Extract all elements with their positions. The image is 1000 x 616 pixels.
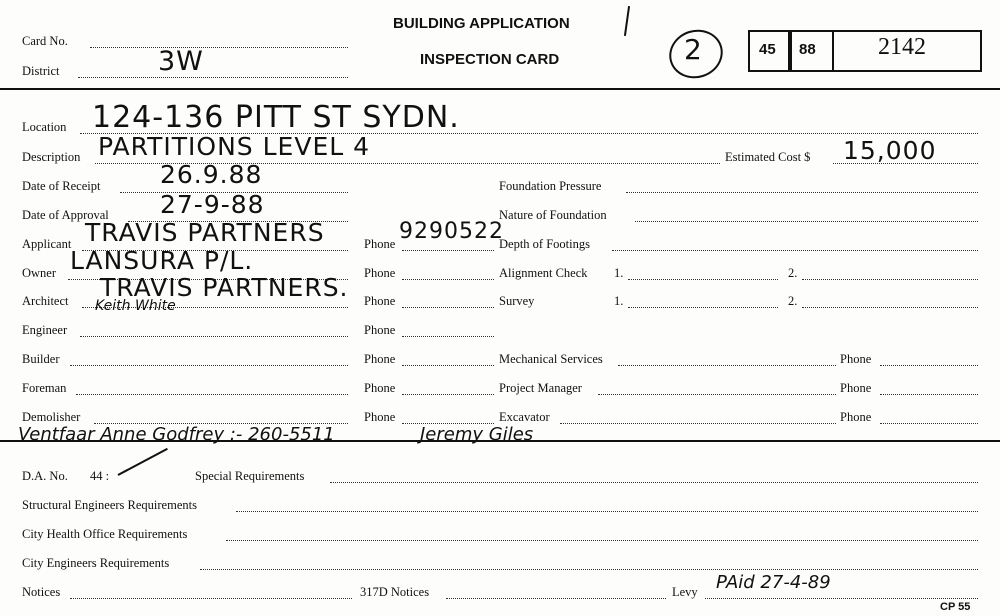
da-no-value: 44 : [90, 469, 110, 483]
depth-footings-label: Depth of Footings [499, 237, 590, 251]
card-no-line[interactable] [90, 47, 348, 48]
engineer-phone-label: Phone [364, 323, 396, 337]
owner-value: LANSURA P/L. [70, 246, 254, 275]
project-manager-label: Project Manager [499, 381, 582, 395]
applicant-value: TRAVIS PARTNERS [85, 218, 325, 247]
handwritten-stroke [624, 6, 630, 36]
mechanical-line[interactable] [618, 365, 836, 366]
mechanical-phone-label: Phone [840, 352, 872, 366]
alignment-num-2: 2. [788, 266, 798, 280]
demolisher-label: Demolisher [22, 410, 81, 424]
mechanical-phone-line[interactable] [880, 365, 978, 366]
foreman-label: Foreman [22, 381, 67, 395]
excavator-phone-label: Phone [840, 410, 872, 424]
survey-num-2: 2. [788, 294, 798, 308]
structural-line[interactable] [236, 511, 978, 512]
engineer-line[interactable] [80, 336, 348, 337]
applicant-phone-value: 9290522 [399, 219, 504, 244]
architect-value: TRAVIS PARTNERS. [100, 273, 349, 302]
architect-contact: Keith White [95, 298, 176, 314]
alignment-check-label: Alignment Check [499, 266, 588, 280]
special-requirements-line[interactable] [330, 482, 978, 483]
builder-line[interactable] [70, 365, 348, 366]
applicant-label: Applicant [22, 237, 72, 251]
handwritten-name: Jeremy Giles [420, 424, 534, 445]
architect-label: Architect [22, 294, 69, 308]
structural-label: Structural Engineers Requirements [22, 498, 197, 512]
foreman-line[interactable] [76, 394, 348, 395]
title-line-2: INSPECTION CARD [420, 51, 560, 68]
demolisher-phone-label: Phone [364, 410, 396, 424]
owner-label: Owner [22, 266, 57, 280]
levy-value: PAid 27-4-89 [716, 572, 831, 593]
owner-phone-line[interactable] [402, 279, 494, 280]
builder-phone-line[interactable] [402, 365, 494, 366]
description-value: PARTITIONS LEVEL 4 [98, 132, 371, 161]
circled-number: 2 [684, 33, 703, 66]
notices-line[interactable] [70, 598, 352, 599]
special-requirements-label: Special Requirements [195, 469, 305, 483]
engineer-label: Engineer [22, 323, 68, 337]
notices-317d-label: 317D Notices [360, 585, 430, 599]
alignment-num-1: 1. [614, 266, 624, 280]
date-approval-value: 27-9-88 [160, 190, 265, 219]
location-label: Location [22, 120, 67, 134]
notices-317d-line[interactable] [446, 598, 666, 599]
project-manager-phone-label: Phone [840, 381, 872, 395]
survey-num-1: 1. [614, 294, 624, 308]
nature-foundation-label: Nature of Foundation [499, 208, 607, 222]
estimated-cost-label: Estimated Cost $ [725, 150, 811, 164]
nature-foundation-line[interactable] [635, 221, 978, 222]
form-code: CP 55 [940, 601, 971, 613]
city-health-line[interactable] [226, 540, 978, 541]
levy-line[interactable] [705, 598, 978, 599]
card-no-label: Card No. [22, 34, 68, 48]
district-value: 3W [158, 46, 204, 77]
city-health-label: City Health Office Requirements [22, 527, 188, 541]
title-line-1: BUILDING APPLICATION [393, 15, 570, 32]
estimated-cost-value: 15,000 [843, 136, 937, 165]
architect-phone-label: Phone [364, 294, 396, 308]
applicant-phone-label: Phone [364, 237, 396, 251]
project-manager-line[interactable] [598, 394, 836, 395]
owner-phone-label: Phone [364, 266, 396, 280]
ref-box-a-text: 45 [759, 41, 776, 58]
excavator-label: Excavator [499, 410, 550, 424]
architect-phone-line[interactable] [402, 307, 494, 308]
da-no-label: D.A. No. [22, 469, 68, 483]
date-receipt-value: 26.9.88 [160, 160, 263, 189]
excavator-line[interactable] [560, 423, 836, 424]
da-no-slash [118, 448, 168, 476]
survey-line-2[interactable] [802, 307, 978, 308]
city-engineers-line[interactable] [200, 569, 978, 570]
foundation-pressure-line[interactable] [626, 192, 978, 193]
district-label: District [22, 64, 60, 78]
builder-label: Builder [22, 352, 60, 366]
district-line[interactable] [78, 77, 348, 78]
survey-label: Survey [499, 294, 535, 308]
foreman-phone-line[interactable] [402, 394, 494, 395]
alignment-line-2[interactable] [802, 279, 978, 280]
levy-label: Levy [672, 585, 698, 599]
foundation-pressure-label: Foundation Pressure [499, 179, 602, 193]
engineer-phone-line[interactable] [402, 336, 494, 337]
location-value: 124-136 PITT ST SYDN. [92, 100, 460, 135]
excavator-phone-line[interactable] [880, 423, 978, 424]
applicant-phone-line[interactable] [402, 250, 494, 251]
ref-number: 2142 [878, 34, 926, 60]
section-rule [0, 440, 1000, 442]
survey-line-1[interactable] [628, 307, 778, 308]
mechanical-label: Mechanical Services [499, 352, 603, 366]
project-manager-phone-line[interactable] [880, 394, 978, 395]
alignment-line-1[interactable] [628, 279, 778, 280]
foreman-phone-label: Phone [364, 381, 396, 395]
ref-box-b-text: 88 [799, 41, 816, 58]
date-receipt-label: Date of Receipt [22, 179, 101, 193]
description-label: Description [22, 150, 81, 164]
city-engineers-label: City Engineers Requirements [22, 556, 170, 570]
handwritten-contact: Ventfaar Anne Godfrey :- 260-5511 [18, 424, 335, 445]
header-rule [0, 88, 1000, 90]
depth-footings-line[interactable] [612, 250, 978, 251]
builder-phone-label: Phone [364, 352, 396, 366]
date-approval-label: Date of Approval [22, 208, 109, 222]
notices-label: Notices [22, 585, 61, 599]
